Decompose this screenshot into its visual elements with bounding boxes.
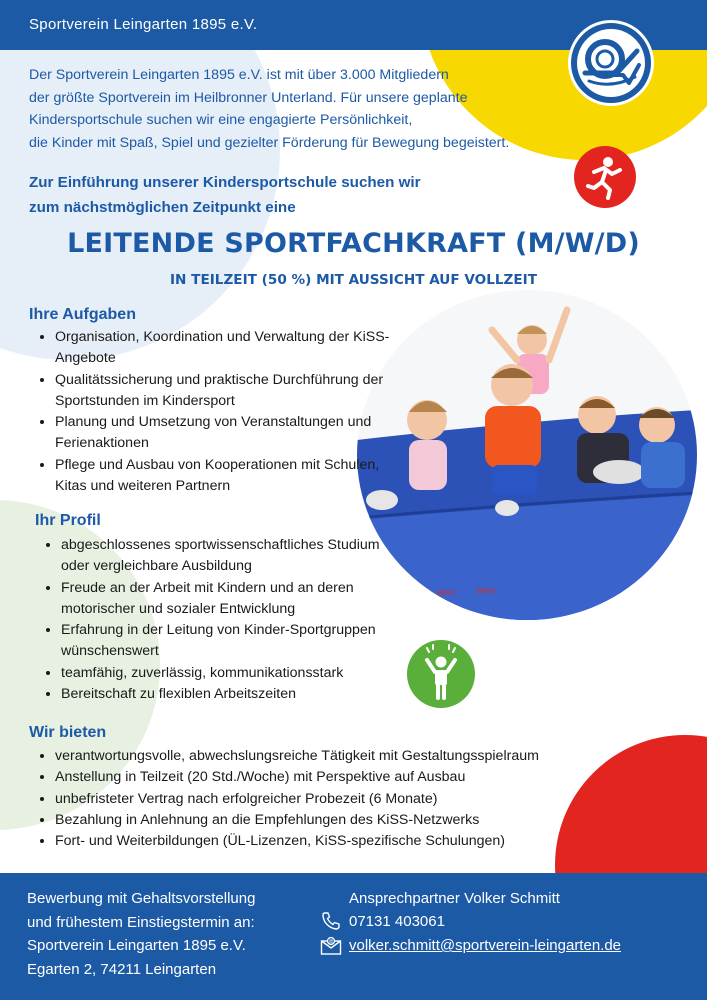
list-item: • Organisation, Koordination und Verwaltung der KiSS-Angebote [55,327,393,370]
job-subtitle: IN TEILZEIT (50 %) MIT AUSSICHT AUF VOLLZEIT [170,272,537,288]
list-item: • unbefristeter Vertrag nach erfolgreicher Probezeit (6 Monate) [55,789,593,810]
list-item: • verantwortungsvolle, abwechslungsreiche Tätigkeit mit Gestaltungsspielraum [55,746,593,767]
list-item: • Freude an der Arbeit mit Kindern und an deren motorischer und sozialer Entwicklung [61,578,409,621]
mat-brand-label: BENZ [437,590,456,597]
bieten-list [33,746,593,852]
intro-line: Der Sportverein Leingarten 1895 e.V. ist mit über 3.000 Mitgliedern [29,67,449,83]
intro-line: die Kinder mit Spaß, Spiel und gezielter Förderung für Bewegung begeistert. [29,134,510,151]
application-address [27,887,317,981]
mail-icon [320,936,342,956]
list-item: • Fort- und Weiterbildungen (ÜL-Lizenzen, KiSS-spezifische Schulungen) [55,831,593,852]
club-logo-icon [568,20,654,106]
footer-line: und frühestem Einstiegstermin an: [27,913,255,931]
list-item: • Erfahrung in der Leitung von Kinder-Sportgruppen wünschenswert [61,620,409,663]
mat-brand-label: BENZ [477,588,496,595]
person-cheering-icon [407,640,475,708]
intro-line: der größte Sportverein im Heilbronner Unterland. Für unsere geplante [29,89,468,106]
section-heading-bieten: Wir bieten [29,724,107,741]
section-heading-aufgaben: Ihre Aufgaben [29,306,136,323]
runner-figure [574,146,636,208]
list-item: • Bezahlung in Anlehnung an die Empfehlungen des KiSS-Netzwerks [55,810,593,831]
runner-icon [574,146,636,208]
list-item: • Anstellung in Teilzeit (20 Std./Woche) mit Perspektive auf Ausbau [55,767,593,788]
list-item: • Bereitschaft zu flexiblen Arbeitszeiten [61,684,409,705]
footer-line: Bewerbung mit Gehaltsvorstellung [27,890,256,907]
person-cheering-figure [407,640,475,708]
footer-line: Egarten 2, 74211 Leingarten [27,960,217,978]
svg-text:@: @ [328,939,334,945]
footer-line: Sportverein Leingarten 1895 e.V. [27,937,246,954]
list-item: • abgeschlossenes sportwissenschaftliches Studium oder vergleichbare Ausbildung [61,535,409,578]
intro-paragraph [29,64,569,154]
lead-line: Zur Einführung unserer Kindersportschule suchen wir [29,174,421,191]
list-item: • teamfähig, zuverlässig, kommunikationsstark [61,663,409,684]
club-logo-mark [577,29,645,97]
aufgaben-list [33,327,393,497]
list-item: • Pflege und Ausbau von Kooperationen mit Schulen, Kitas und weiteren Partnern [55,455,393,498]
lead-line: zum nächstmöglichen Zeitpunkt eine [29,199,296,216]
job-title: LEITENDE SPORTFACHKRAFT (M/W/D) [67,228,640,259]
intro-line: Kindersportschule suchen wir eine engagierte Persönlichkeit, [29,112,413,128]
lead-text [29,170,549,220]
list-item: • Planung und Umsetzung von Veranstaltungen und Ferienaktionen [55,412,393,455]
contact-email-link[interactable]: volker.schmitt@sportverein-leingarten.de [349,937,622,954]
contact-person: Ansprechpartner Volker Schmitt [349,890,560,907]
section-heading-profil: Ihr Profil [35,512,101,529]
club-logo-inner [577,29,645,97]
club-name-header: Sportverein Leingarten 1895 e.V. [29,16,258,33]
profil-list [39,535,409,705]
contact-phone[interactable]: 07131 403061 [349,913,445,930]
list-item: • Qualitätssicherung und praktische Durchführung der Sportstunden im Kindersport [55,370,393,413]
phone-icon [321,911,341,931]
